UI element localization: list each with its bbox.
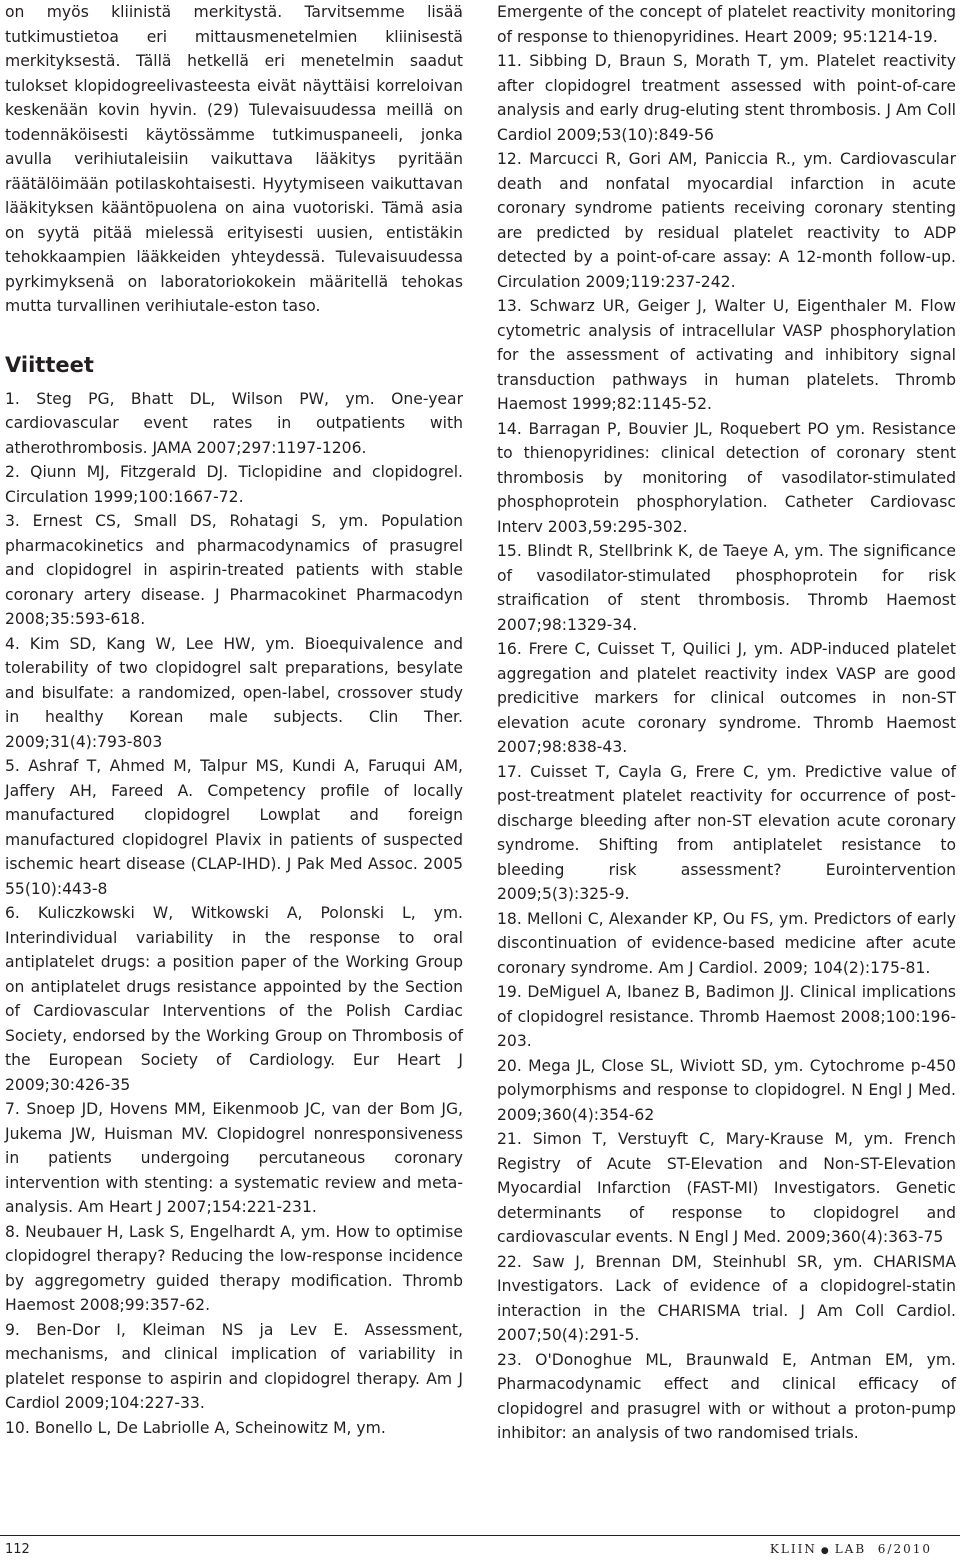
reference-11: 11. Sibbing D, Braun S, Morath T, ym. Platelet reactivity after clopidogrel treatment assessed with point-of-care analysis and early drug-eluting stent thrombosis. J Am Coll Cardiol 2009;53(10):849-56 [497,52,956,144]
reference-7: 7. Snoep JD, Hovens MM, Eikenmoob JC, van der Bom JG, Jukema JW, Huisman MV. Clopidogrel nonresponsiveness in patients undergoing percutaneous coronary intervention with stenting: a systematic review and meta-analysis. Am Heart J 2007;154:221-231. [5,1100,463,1216]
journal-suffix: LAB [834,1542,867,1556]
reference-4: 4. Kim SD, Kang W, Lee HW, ym. Bioequivalence and tolerability of two clopidogrel salt preparations, besylate and bisulfate: a randomized, open-label, crossover study in healthy Korean male subjects. Clin Ther. 2009;31(4):793-803 [5,634,463,751]
reference-2: 2. Qiunn MJ, Fitzgerald DJ. Ticlopidine and clopidogrel. Circulation 1999;100:1667-72. [5,463,463,506]
footer-rule [0,1535,960,1536]
page-number: 112 [5,1542,30,1557]
reference-9: 9. Ben-Dor I, Kleiman NS ja Lev E. Assessment, mechanisms, and clinical implication of variability in platelet response to aspirin and clopidogrel therapy. Am J Cardiol 2009;104:227-33. [5,1320,463,1412]
reference-5: 5. Ashraf T, Ahmed M, Talpur MS, Kundi A, Faruqui AM, Jaffery AH, Fareed A. Competency profile of locally manufactured clopidogrel Lowplat and foreign manufactured clopidogrel Plavix in patients of suspected ischemic heart disease (CLAP-IHD). J Pak Med Assoc. 2005 55(10):443-8 [5,757,463,898]
reference-3: 3. Ernest CS, Small DS, Rohatagi S, ym. Population pharmacokinetics and pharmacodynamics of prasugrel and clopidogrel in aspirin-treated patients with stable coronary artery disease. J Pharmacokinet Pharmacodyn 2008;35:593-618. [5,512,463,628]
reference-12: 12. Marcucci R, Gori AM, Paniccia R., ym. Cardiovascular death and nonfatal myocardial infarction in acute coronary syndrome patients receiving coronary stenting are predicted by residual platelet reactivity to ADP detected by a point-of-care assay: A 12-month follow-up. Circulation 2009;119:237-242. [497,150,956,291]
reference-13: 13. Schwarz UR, Geiger J, Walter U, Eigenthaler M. Flow cytometric analysis of intracellular VASP phosphorylation for the assessment of activating and inhibitory signal transduction pathways in human platelets. Thromb Haemost 1999;82:1145-52. [497,297,956,413]
right-column [497,0,956,1446]
body-paragraph: on myös kliinistä merkitystä. Tarvitsemme lisää tutkimustietoa eri mittausmenetelmien kliinisestä merkityksestä. Tällä hetkellä eri menetelmin saadut tulokset klopidogreelivasteesta eivät näyttäisi korreloivan keskenään kovin hyvin. (29) Tulevaisuudessa meillä on todennäköisesti käytössämme tutkimuspaneeli, jonka avulla verihiutaleisiin vaikuttava lääkitys pyritään räätälöimään potilaskohtaisesti. Hyytymiseen vaikuttavan lääkityksen kääntöpuolena on aina vuotoriski. Tämä asia on syytä pitää mielessä erityisesti uusien, entistäkin tehokkaampien lääkkeiden yhteydessä. Tulevaisuudessa pyrkimyksenä on laboratoriokokein määritellä tehokas mutta turvallinen verihiutale-eston taso. [5,3,463,315]
reference-15: 15. Blindt R, Stellbrink K, de Taeye A, ym. The significance of vasodilator-stimulated phosphoprotein for risk straification of stent thrombosis. Thromb Haemost 2007;98:1329-34. [497,542,956,634]
reference-10-continued: Emergente of the concept of platelet reactivity monitoring of response to thienopyridines. Heart 2009; 95:1214-19. [497,3,956,46]
issue-number: 6/2010 [877,1542,932,1556]
bullet-separator: ● [820,1546,831,1556]
reference-16: 16. Frere C, Cuisset T, Quilici J, ym. ADP-induced platelet aggregation and platelet reactivity index VASP are good predicitive markers for clinical outcomes in non-ST elevation acute coronary syndrome. Thromb Haemost 2007;98:838-43. [497,640,956,756]
reference-17: 17. Cuisset T, Cayla G, Frere C, ym. Predictive value of post-treatment platelet reactivity for occurrence of post-discharge bleeding after non-ST elevation acute coronary syndrome. Shifting from antiplatelet resistance to bleeding risk assessment? Eurointervention 2009;5(3):325-9. [497,762,956,903]
reference-8: 8. Neubauer H, Lask S, Engelhardt A, ym. How to optimise clopidogrel therapy? Reducing the low-response incidence by aggregometry guided therapy modification. Thromb Haemost 2008;99:357-62. [5,1222,463,1314]
left-column [5,0,463,1440]
reference-22: 22. Saw J, Brennan DM, Steinhubl SR, ym. CHARISMA Investigators. Lack of evidence of a clopidogrel-statin interaction in the CHARISMA trial. J Am Coll Cardiol. 2007;50(4):291-5. [497,1252,956,1344]
reference-19: 19. DeMiguel A, Ibanez B, Badimon JJ. Clinical implications of clopidogrel resistance. Thromb Haemost 2008;100:196-203. [497,983,956,1050]
page-footer [0,1535,960,1559]
reference-23: 23. O'Donoghue ML, Braunwald E, Antman EM, ym. Pharmacodynamic effect and clinical efficacy of clopidogrel and prasugrel with or without a proton-pump inhibitor: an analysis of two randomised trials. [497,1350,956,1442]
journal-title: KLIIN [769,1542,817,1556]
reference-10: 10. Bonello L, De Labriolle A, Scheinowitz M, ym. [5,1418,386,1437]
reference-1: 1. Steg PG, Bhatt DL, Wilson PW, ym. One-year cardiovascular event rates in outpatients with atherothrombosis. JAMA 2007;297:1197-1206. [5,389,463,457]
reference-14: 14. Barragan P, Bouvier JL, Roquebert PO ym. Resistance to thienopyridines: clinical detection of coronary stent thrombosis by monitoring of vasodilator-stimulated phosphoprotein phosphorylation. Catheter Cardiovasc Interv 2003,59:295-302. [497,419,956,536]
reference-21: 21. Simon T, Verstuyft C, Mary-Krause M, ym. French Registry of Acute ST-Elevation and Non-ST-Elevation Myocardial Infarction (FAST-MI) Investigators. Genetic determinants of response to clopidogrel and cardiovascular events. N Engl J Med. 2009;360(4):363-75 [497,1130,956,1246]
reference-6: 6. Kuliczkowski W, Witkowski A, Polonski L, ym. Interindividual variability in the response to oral antiplatelet drugs: a position paper of the Working Group on antiplatelet drugs resistance appointed by the Section of Cardiovascular Interventions of the Polish Cardiac Society, endorsed by the Working Group on Thrombosis of the European Society of Cardiology. Eur Heart J 2009;30:426-35 [5,904,463,1094]
reference-20: 20. Mega JL, Close SL, Wiviott SD, ym. Cytochrome p-450 polymorphisms and response to clopidogrel. N Engl J Med. 2009;360(4):354-62 [497,1056,956,1124]
reference-18: 18. Melloni C, Alexander KP, Ou FS, ym. Predictors of early discontinuation of evidence-based medicine after acute coronary syndrome. Am J Cardiol. 2009; 104(2):175-81. [497,909,956,977]
references-heading: Viitteet [5,352,94,377]
journal-name [770,1542,932,1556]
